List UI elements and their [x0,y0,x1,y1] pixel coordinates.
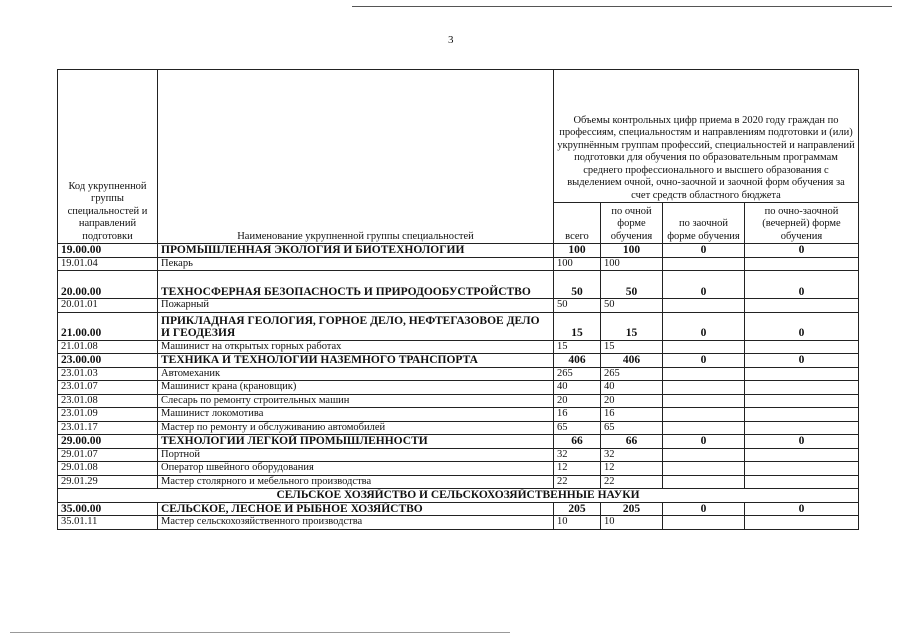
row-evening [745,394,859,408]
row-evening [745,408,859,422]
row-name: Автомеханик [158,367,554,381]
row-correspondence: 0 [663,502,745,516]
row-correspondence [663,516,745,530]
table-row [58,408,859,422]
row-full-time: 16 [601,408,663,422]
row-full-time: 15 [601,340,663,354]
row-evening [745,257,859,271]
row-evening: 0 [745,244,859,258]
row-full-time: 22 [601,475,663,489]
row-evening: 0 [745,312,859,340]
row-name: Пекарь [158,257,554,271]
row-name: СЕЛЬСКОЕ, ЛЕСНОЕ И РЫБНОЕ ХОЗЯЙСТВО [158,502,554,516]
row-code: 23.01.03 [58,367,158,381]
row-code: 23.01.07 [58,381,158,395]
row-correspondence: 0 [663,354,745,368]
row-total: 20 [554,394,601,408]
row-correspondence: 0 [663,244,745,258]
row-evening [745,475,859,489]
row-full-time: 20 [601,394,663,408]
row-name: Машинист крана (крановщик) [158,381,554,395]
row-total: 65 [554,421,601,435]
section-title: СЕЛЬСКОЕ ХОЗЯЙСТВО И СЕЛЬСКОХОЗЯЙСТВЕННЫЕ НАУКИ [58,489,859,503]
table-row [58,367,859,381]
row-evening: 0 [745,271,859,299]
row-full-time: 66 [601,435,663,449]
row-total: 32 [554,448,601,462]
row-total: 22 [554,475,601,489]
row-name: ТЕХНОСФЕРНАЯ БЕЗОПАСНОСТЬ И ПРИРОДООБУСТРОЙСТВО [158,271,554,299]
row-correspondence [663,462,745,476]
row-full-time: 32 [601,448,663,462]
group-row [58,271,859,299]
group-row [58,354,859,368]
row-evening: 0 [745,502,859,516]
scan-edge-line-bottom [10,632,510,633]
table-row [58,381,859,395]
group-row [58,244,859,258]
row-evening [745,421,859,435]
row-correspondence [663,340,745,354]
row-evening: 0 [745,435,859,449]
row-name: Пожарный [158,299,554,313]
row-full-time: 65 [601,421,663,435]
section-row [58,489,859,503]
row-total: 15 [554,312,601,340]
header-correspondence: по заочной форме обучения [663,203,745,244]
header-code: Код укрупненной группы специальностей и направлений подготовки [58,70,158,244]
row-total: 50 [554,271,601,299]
row-total: 406 [554,354,601,368]
header-full-time: по очной форме обучения [601,203,663,244]
row-total: 205 [554,502,601,516]
row-correspondence [663,299,745,313]
row-evening [745,462,859,476]
table-row [58,462,859,476]
row-correspondence [663,475,745,489]
row-correspondence [663,394,745,408]
group-row [58,312,859,340]
row-code: 23.00.00 [58,354,158,368]
row-total: 10 [554,516,601,530]
row-code: 23.01.08 [58,394,158,408]
row-total: 40 [554,381,601,395]
header-name: Наименование укрупненной группы специальностей [158,70,554,244]
row-total: 66 [554,435,601,449]
table-row [58,516,859,530]
group-row [58,502,859,516]
row-full-time: 100 [601,257,663,271]
row-correspondence [663,421,745,435]
admission-table [57,69,859,530]
row-name: ТЕХНОЛОГИИ ЛЕГКОЙ ПРОМЫШЛЕННОСТИ [158,435,554,449]
row-evening [745,516,859,530]
row-evening [745,381,859,395]
row-name: Слесарь по ремонту строительных машин [158,394,554,408]
row-correspondence [663,448,745,462]
table-row [58,340,859,354]
row-full-time: 50 [601,271,663,299]
table-row [58,475,859,489]
row-code: 35.01.11 [58,516,158,530]
row-correspondence [663,367,745,381]
row-name: Оператор швейного оборудования [158,462,554,476]
row-code: 20.01.01 [58,299,158,313]
row-evening [745,448,859,462]
row-evening [745,299,859,313]
row-correspondence [663,408,745,422]
group-row [58,435,859,449]
row-name: Мастер столярного и мебельного производства [158,475,554,489]
row-code: 29.00.00 [58,435,158,449]
row-name: Машинист локомотива [158,408,554,422]
row-full-time: 10 [601,516,663,530]
scan-edge-line [352,6,892,7]
row-code: 29.01.07 [58,448,158,462]
row-correspondence: 0 [663,271,745,299]
row-code: 29.01.29 [58,475,158,489]
header-evening: по очно-заочной (вечерней) форме обучения [745,203,859,244]
row-total: 12 [554,462,601,476]
row-name: Мастер по ремонту и обслуживанию автомобилей [158,421,554,435]
row-correspondence: 0 [663,435,745,449]
table-row [58,299,859,313]
row-total: 100 [554,257,601,271]
row-evening: 0 [745,354,859,368]
row-code: 21.01.08 [58,340,158,354]
row-full-time: 40 [601,381,663,395]
page-number: 3 [448,34,454,46]
row-total: 16 [554,408,601,422]
row-full-time: 50 [601,299,663,313]
row-name: ПРОМЫШЛЕННАЯ ЭКОЛОГИЯ И БИОТЕХНОЛОГИИ [158,244,554,258]
table-row [58,448,859,462]
row-code: 23.01.09 [58,408,158,422]
row-total: 265 [554,367,601,381]
header-total: всего [554,203,601,244]
row-total: 100 [554,244,601,258]
row-total: 50 [554,299,601,313]
table-row [58,257,859,271]
row-correspondence [663,381,745,395]
row-code: 23.01.17 [58,421,158,435]
row-code: 19.01.04 [58,257,158,271]
table-row [58,394,859,408]
row-correspondence [663,257,745,271]
header-row [58,70,859,203]
row-name: ПРИКЛАДНАЯ ГЕОЛОГИЯ, ГОРНОЕ ДЕЛО, НЕФТЕГАЗОВОЕ ДЕЛО И ГЕОДЕЗИЯ [158,312,554,340]
row-code: 21.00.00 [58,312,158,340]
row-total: 15 [554,340,601,354]
row-full-time: 15 [601,312,663,340]
header-volumes: Объемы контрольных цифр приема в 2020 году граждан по профессиям, специальностям и направлениям подготовки и (или) укрупнённым группам профессий, специальностей и направлений подготовки для обучения по образовательным программам среднего профессионального и высшего образования с выделением очной, очно-заочной и заочной форм обучения за счет средств областного бюджета [554,70,859,203]
row-evening [745,367,859,381]
row-code: 20.00.00 [58,271,158,299]
row-name: Портной [158,448,554,462]
row-full-time: 205 [601,502,663,516]
row-full-time: 12 [601,462,663,476]
table-row [58,421,859,435]
row-correspondence: 0 [663,312,745,340]
row-code: 35.00.00 [58,502,158,516]
row-full-time: 100 [601,244,663,258]
row-evening [745,340,859,354]
row-name: Машинист на открытых горных работах [158,340,554,354]
row-name: Мастер сельскохозяйственного производства [158,516,554,530]
row-full-time: 406 [601,354,663,368]
row-code: 19.00.00 [58,244,158,258]
row-code: 29.01.08 [58,462,158,476]
row-full-time: 265 [601,367,663,381]
row-name: ТЕХНИКА И ТЕХНОЛОГИИ НАЗЕМНОГО ТРАНСПОРТА [158,354,554,368]
